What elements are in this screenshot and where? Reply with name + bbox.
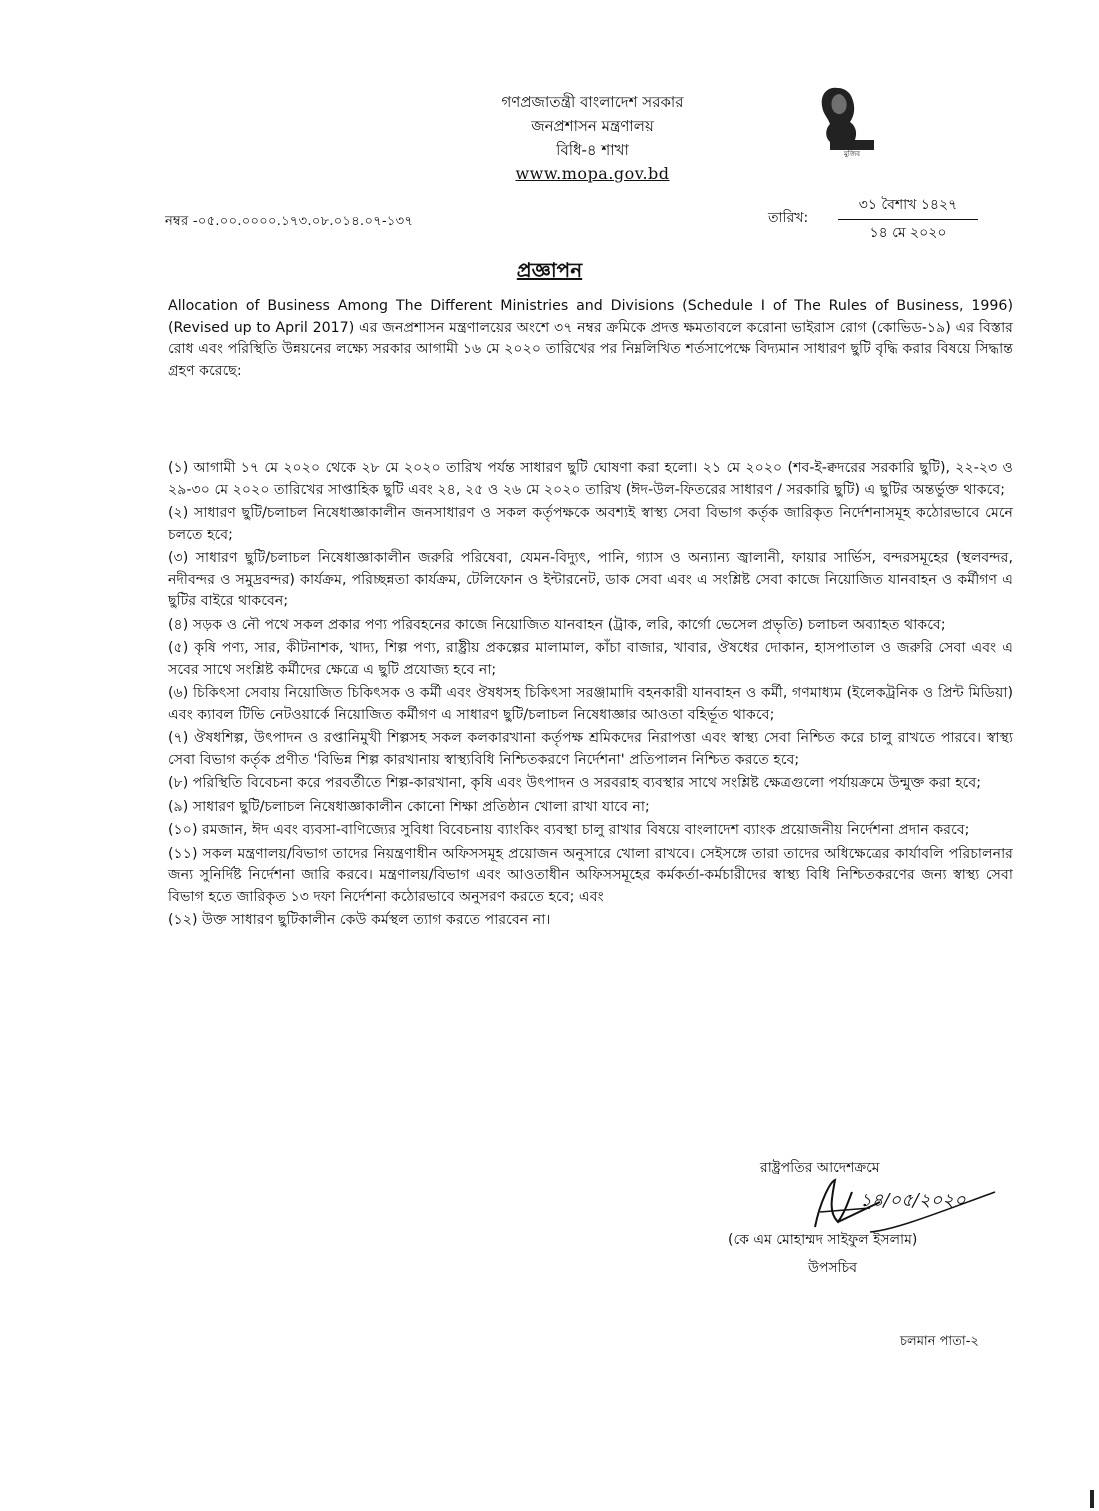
branch-name: বিধি-৪ শাখা [556,141,629,159]
clause-item: (৮) পরিস্থিতি বিবেচনা করে পরবর্তীতে শিল্প-কারখানা, কৃষি এবং উৎপাদন ও সরবরাহ ব্যবস্থার সাথে সংশ্লিষ্ট ক্ষেত্রগুলো পর্যায়ক্রমে উন্মুক্ত করা হবে; [168,775,982,791]
clause-item: (৪) সড়ক ও নৌ পথে সকল প্রকার পণ্য পরিবহনের কাজে নিয়োজিত যানবাহন (ট্রাক, লরি, কার্গো ভেসেল প্রভৃতি) চলাচল অব্যাহত থাকবে; [168,616,946,633]
memo-date [838,192,978,246]
clause-item: (৯) সাধারণ ছুটি/চলাচল নিষেধাজ্ঞাকালীন কোনো শিক্ষা প্রতিষ্ঠান খোলা রাখা যাবে না; [168,798,650,815]
clause-item: (১) আগামী ১৭ মে ২০২০ থেকে ২৮ মে ২০২০ তারিখ পর্যন্ত সাধারণ ছুটি ঘোষণা করা হলো। ২১ মে ২০২০ (শব-ই-ক্বদরের সরকারি ছুটি), ২২-২৩ ও ২৯-৩০ মে ২০২০ তারিখের সাপ্তাহিক ছুটি এবং ২৪, ২৫ ও ২৬ মে ২০২০ তারিখ (ঈদ-উল-ফিতরের সাধারণ / সরকারি ছুটি) এ ছুটির অন্তর্ভুক্ত থাকবে; [168,460,1013,498]
mujib-borsho-logo-icon [800,80,880,160]
letterhead [420,90,765,186]
signature-date: ১৪/০৫/২০২০ [860,1190,966,1211]
order-text: রাষ্ট্রপতির আদেশক্রমে [760,1160,880,1176]
officer-name: (কে এম মোহাম্মদ সাইফুল ইসলাম) [728,1232,918,1248]
clause-item: (৭) ঔষধশিল্প, উৎপাদন ও রপ্তানিমুখী শিল্পসহ সকল কলকারখানা কর্তৃপক্ষ শ্রমিকদের নিরাপত্তা এবং স্বাস্থ্য সেবা নিশ্চিত করে চালু রাখতে পারবে। স্বাস্থ্য সেবা বিভাগ কর্তৃক প্রণীত 'বিভিন্ন শিল্প কারখানায় স্বাস্থ্যবিধি নিশ্চিতকরণে নির্দেশনা' প্রতিপালন নিশ্চিত করতে হবে; [168,730,1013,768]
clause-list [168,458,1013,934]
clause-item: (২) সাধারণ ছুটি/চলাচল নিষেধাজ্ঞাকালীন জনসাধারণ ও সকল কর্তৃপক্ষকে অবশ্যই স্বাস্থ্য সেবা বিভাগ কর্তৃক জারিকৃত নির্দেশনাসমূহ কঠোরভাবে মেনে চলতে হবে; [168,505,1013,543]
clause-item: (১১) সকল মন্ত্রণালয়/বিভাগ তাদের নিয়ন্ত্রণাধীন অফিসসমূহ প্রয়োজন অনুসারে খোলা রাখবে। সেইসঙ্গে তারা তাদের অধিক্ষেত্রের কার্যাবলি পরিচালনার জন্য সুনির্দিষ্ট নির্দেশনা জারি করবে। মন্ত্রণালয়/বিভাগ এবং আওতাধীন অফিসসমূহের কর্মকর্তা-কর্মচারীদের স্বাস্থ্য বিধি নিশ্চিতকরণের জন্য স্বাস্থ্য সেবা বিভাগ হতে জারিকৃত ১৩ দফা নির্দেশনা কঠোরভাবে অনুসরণ করতে হবে; এবং [168,845,1013,905]
memo-number: নম্বর -০৫.০০.০০০০.১৭৩.০৮.০১৪.০৭-১৩৭ [165,214,414,229]
government-name: গণপ্রজাতন্ত্রী বাংলাদেশ সরকার [501,93,684,111]
clause-item: (১০) রমজান, ঈদ এবং ব্যবসা-বাণিজ্যের সুবিধা বিবেচনায় ব্যাংকিং ব্যবস্থা চালু রাখার বিষয়ে বাংলাদেশ ব্যাংক প্রয়োজনীয় নির্দেশনা প্রদান করবে; [168,822,970,838]
date-label: তারিখ: [768,210,809,226]
svg-text:মুজিব: মুজিব [843,150,861,158]
officer-designation: উপসচিব [808,1260,858,1276]
website-link[interactable]: www.mopa.gov.bd [515,164,670,183]
document-title [0,256,1099,289]
title-text: প্রজ্ঞাপন [516,258,583,282]
scan-mark [1090,1490,1094,1508]
clause-item: (৩) সাধারণ ছুটি/চলাচল নিষেধাজ্ঞাকালীন জরুরি পরিষেবা, যেমন-বিদ্যুৎ, পানি, গ্যাস ও অন্যান্য জ্বালানী, ফায়ার সার্ভিস, বন্দরসমূহের (স্থলবন্দর, নদীবন্দর ও সমুদ্রবন্দর) কার্যক্রম, পরিচ্ছন্নতা কার্যক্রম, টেলিফোন ও ইন্টারনেট, ডাক সেবা এবং এ সংশ্লিষ্ট সেবা কাজে নিয়োজিত যানবাহন ও কর্মীগণ এ ছুটির বাইরে থাকবেন; [168,550,1013,609]
ministry-name: জনপ্রশাসন মন্ত্রণালয় [531,117,654,135]
intro-paragraph: Allocation of Business Among The Different Ministries and Divisions (Schedule I of The Rules of Business, 1996) (Revised up to April 2017) এর জনপ্রশাসন মন্ত্রণালয়ের অংশে ৩৭ নম্বর ক্রমিকে প্রদত্ত ক্ষমতাবলে করোনা ভাইরাস রোগ (কোভিড-১৯) এর বিস্তার রোধ এবং পরিস্থিতি উন্নয়নের লক্ষ্যে সরকার আগামী ১৬ মে ২০২০ তারিখের পর নিম্নলিখিত শর্তসাপেক্ষে বিদ্যমান সাধারণ ছুটি বৃদ্ধি করার বিষয়ে সিদ্ধান্ত গ্রহণ করেছে: [168,298,1013,379]
clause-item: (১২) উক্ত সাধারণ ছুটিকালীন কেউ কর্মস্থল ত্যাগ করতে পারবেন না। [168,912,551,928]
clause-item: (৬) চিকিৎসা সেবায় নিয়োজিত চিকিৎসক ও কর্মী এবং ঔষধসহ চিকিৎসা সরঞ্জামাদি বহনকারী যানবাহন ও কর্মী, গণমাধ্যম (ইলেকট্রনিক ও প্রিন্ট মিডিয়া) এবং ক্যাবল টিভি নেটওয়ার্কে নিয়োজিত কর্মীগণ এ সাধারণ ছুটি/চলাচল নিষেধাজ্ঞার আওতা বহির্ভূত থাকবে; [168,685,1013,723]
continue-page: চলমান পাতা-২ [900,1334,979,1349]
date-bangla: ৩১ বৈশাখ ১৪২৭ [838,192,978,220]
date-english: ১৪ মে ২০২০ [869,225,947,241]
clause-item: (৫) কৃষি পণ্য, সার, কীটনাশক, খাদ্য, শিল্প পণ্য, রাষ্ট্রীয় প্রকল্পের মালামাল, কাঁচা বাজার, খাবার, ঔষধের দোকান, হাসপাতাল ও জরুরি সেবা এবং এ সবের সাথে সংশ্লিষ্ট কর্মীদের ক্ষেত্রে এ ছুটি প্রযোজ্য হবে না; [168,640,1013,678]
